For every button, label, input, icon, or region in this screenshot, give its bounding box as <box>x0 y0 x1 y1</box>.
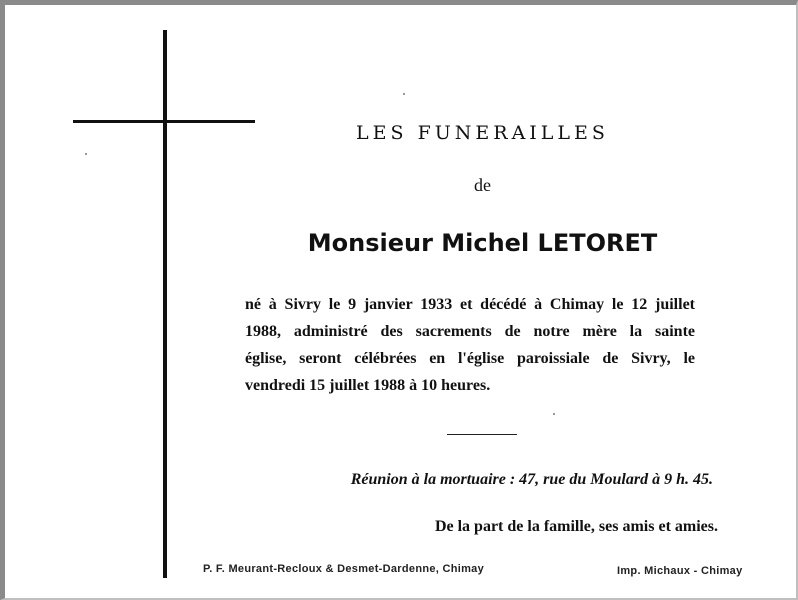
printer-credit: Imp. Michaux - Chimay <box>617 565 743 577</box>
paper-speck <box>553 413 555 415</box>
deceased-name: Monsieur Michel LETORET <box>307 229 658 257</box>
announcement-line: né à Sivry le 9 janvier 1933 et décédé à Chimay le 12 juillet <box>245 296 695 313</box>
cross-vertical-bar <box>163 30 167 578</box>
funeral-director-credit: P. F. Meurant-Recloux & Desmet-Dardenne, Chimay <box>203 563 485 575</box>
divider-rule <box>447 434 517 435</box>
gathering-info: Réunion à la mortuaire : 47, rue du Moulard à 9 h. 45. <box>350 471 713 488</box>
paper-speck <box>85 153 87 155</box>
announcement-line: 1988, administré des sacrements de notre mère la sainte <box>245 323 695 340</box>
announcement-line: église, seront célébrées en l'église paroissiale de Sivry, le <box>245 350 695 367</box>
announcement-line: vendredi 15 juillet 1988 à 10 heures. <box>245 377 491 394</box>
announcement-body <box>245 291 695 399</box>
announcement-title: LES FUNERAILLES <box>356 122 609 144</box>
signoff-line: De la part de la famille, ses amis et amies. <box>434 518 718 535</box>
paper-speck <box>403 93 405 95</box>
cross-horizontal-bar <box>73 120 255 123</box>
title-preposition: de <box>474 175 491 195</box>
